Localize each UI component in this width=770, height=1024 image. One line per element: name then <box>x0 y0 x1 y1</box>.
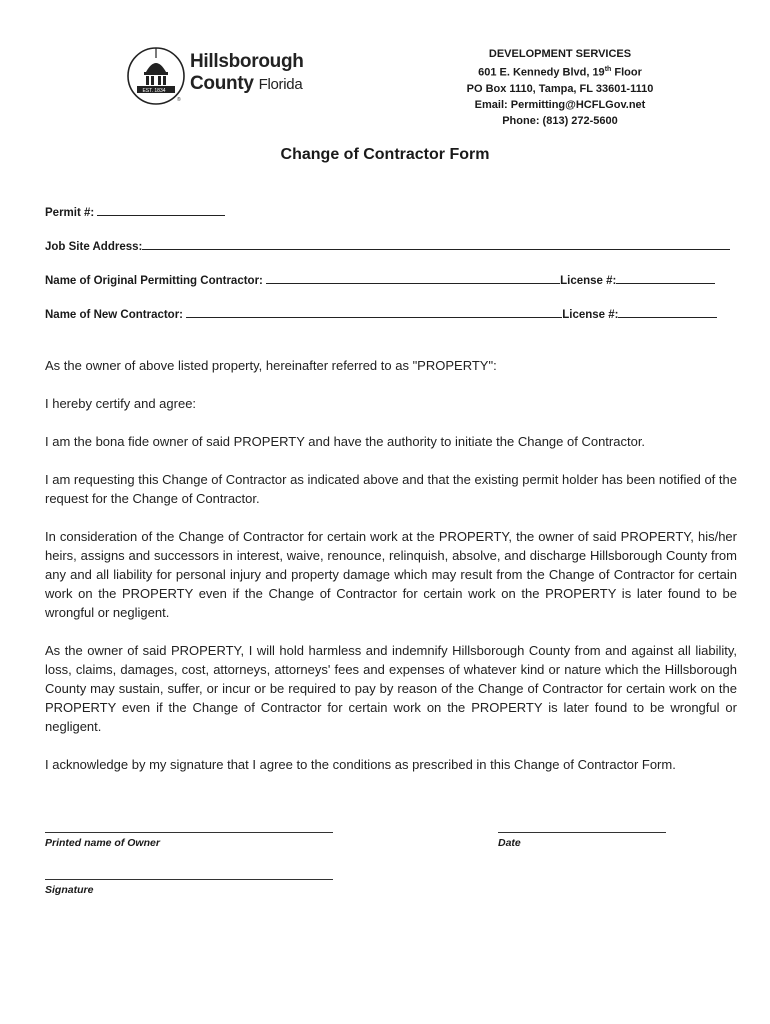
printed-name-label: Printed name of Owner <box>45 837 160 849</box>
original-license-input-line[interactable] <box>616 271 715 284</box>
street-address-main: 601 E. Kennedy Blvd, 19 <box>478 66 605 79</box>
new-license-label: License #: <box>562 309 619 321</box>
contact-phone: Phone: (813) 272-5600 <box>502 114 618 127</box>
signature-label: Signature <box>45 884 94 896</box>
paragraph-request: I am requesting this Change of Contractor as indicated above and that the existing permit holder has been notified of the request for the Change of Contractor. <box>45 472 737 506</box>
date-line[interactable] <box>498 832 666 833</box>
county-logo <box>125 45 325 107</box>
job-site-input-line[interactable] <box>142 237 730 250</box>
logo-name-line2 <box>190 73 302 95</box>
contact-email: Email: Permitting@HCFLGov.net <box>474 98 646 111</box>
logo-name-line1: Hillsborough <box>190 51 304 72</box>
paragraph-indemnify: As the owner of said PROPERTY, I will hold harmless and indemnify Hillsborough County from and against all liability, loss, claims, damages, cost, attorneys, attorneys' fees and expenses of whatever kind or nature which the Hillsborough County may sustain, suffer, or incur or be required to pay by reason of the Change of Contractor for certain work on the PROPERTY even if the Change of Contractor for certain work on the PROPERTY is later found to be wrongful or negligent. <box>45 643 737 734</box>
job-site-label: Job Site Address: <box>45 241 143 253</box>
paragraph-waiver: In consideration of the Change of Contractor for certain work at the PROPERTY, the owner of said PROPERTY, his/her heirs, assigns and successors in interest, waive, renounce, relinquish, absolve, and discharge Hillsborough County from any and all liability for personal injury and property damage which may result from the Change of Contractor for certain work on the PROPERTY even if the Change of Contractor for certain work on the PROPERTY is later found to be wrongful or negligent. <box>45 529 737 620</box>
logo-registered-mark: ® <box>177 97 181 103</box>
original-contractor-label: Name of Original Permitting Contractor: <box>45 275 263 287</box>
form-title: Change of Contractor Form <box>280 146 490 163</box>
original-contractor-field <box>45 271 715 287</box>
permit-field <box>45 203 225 219</box>
date-label: Date <box>498 837 521 849</box>
permit-input-line[interactable] <box>97 203 225 216</box>
new-license-input-line[interactable] <box>618 305 717 318</box>
signature-line[interactable] <box>45 879 333 880</box>
new-contractor-label: Name of New Contractor: <box>45 309 184 321</box>
original-license-label: License #: <box>560 275 617 287</box>
logo-county-text: County <box>190 73 254 94</box>
paragraph-bona-fide: I am the bona fide owner of said PROPERTY and have the authority to initiate the Change of Contractor. <box>45 434 646 449</box>
paragraph-certify: I hereby certify and agree: <box>45 396 197 411</box>
paragraph-owner-intro: As the owner of above listed property, hereinafter referred to as "PROPERTY": <box>45 358 497 373</box>
job-site-field <box>45 237 730 253</box>
new-contractor-input-line[interactable] <box>186 305 562 318</box>
street-address <box>440 62 680 81</box>
printed-name-line[interactable] <box>45 832 333 833</box>
logo-est-text: EST. 1834 <box>142 88 166 94</box>
original-contractor-input-line[interactable] <box>266 271 560 284</box>
logo-florida-text: Florida <box>258 76 303 93</box>
po-box-address: PO Box 1110, Tampa, FL 33601-1110 <box>466 82 654 95</box>
department-name: DEVELOPMENT SERVICES <box>488 48 632 60</box>
street-address-sup: th <box>604 66 612 73</box>
paragraph-acknowledge: I acknowledge by my signature that I agree to the conditions as prescribed in this Change of Contractor Form. <box>45 757 676 772</box>
new-contractor-field <box>45 305 717 321</box>
permit-label: Permit #: <box>45 207 95 219</box>
contact-block <box>440 46 680 129</box>
street-address-end: Floor <box>611 66 642 79</box>
